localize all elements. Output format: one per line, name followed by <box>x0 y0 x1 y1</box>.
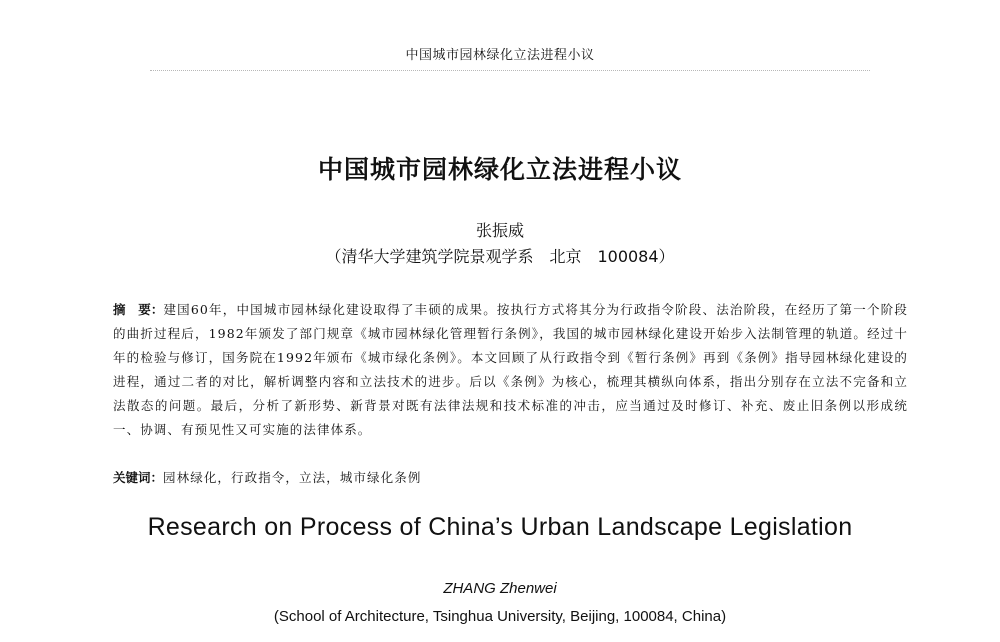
abstract-text: 建国60年，中国城市园林绿化建设取得了丰硕的成果。按执行方式将其分为行政指令阶段、法治阶段，在经历了第一个阶段的曲折过程后，1982年颁发了部门规章《城市园林绿化管理暂行条例》，我国的城市园林绿化建设开始步入法制管理的轨道。经过十年的检验与修订，国务院在1992年颁布《城市绿化条例》。本文回顾了从行政指令到《暂行条例》再到《条例》指导园林绿化建设的进程，通过二者的对比，解析调整内容和立法技术的进步。后以《条例》为核心，梳理其横纵向体系，指出分别存在立法不完备和立法散态的问题。最后，分析了新形势、新背景对既有法律法规和技术标准的冲击，应当通过及时修订、补充、废止旧条例以形成统一、协调、有预见性又可实施的法律体系。 <box>113 302 908 437</box>
affiliation-cn: （清华大学建筑学院景观学系 北京 100084） <box>325 247 675 266</box>
author-cn: 张振威 <box>475 221 524 240</box>
title-cn: 中国城市园林绿化立法进程小议 <box>317 155 682 184</box>
author-en: ZHANG Zhenwei <box>443 580 557 597</box>
running-head: 中国城市园林绿化立法进程小议 <box>405 48 595 63</box>
keywords-block <box>113 466 908 490</box>
header-rule <box>150 70 870 71</box>
keywords-text: 园林绿化，行政指令，立法，城市绿化条例 <box>163 470 422 485</box>
abstract-label: 摘 要： <box>113 302 164 317</box>
keywords-label: 关键词： <box>113 470 164 485</box>
abstract-block <box>113 298 908 442</box>
title-en: Research on Process of China’s Urban Landscape Legislation <box>147 513 853 541</box>
affiliation-en: (School of Architecture, Tsinghua University, Beijing, 100084, China) <box>273 608 727 625</box>
